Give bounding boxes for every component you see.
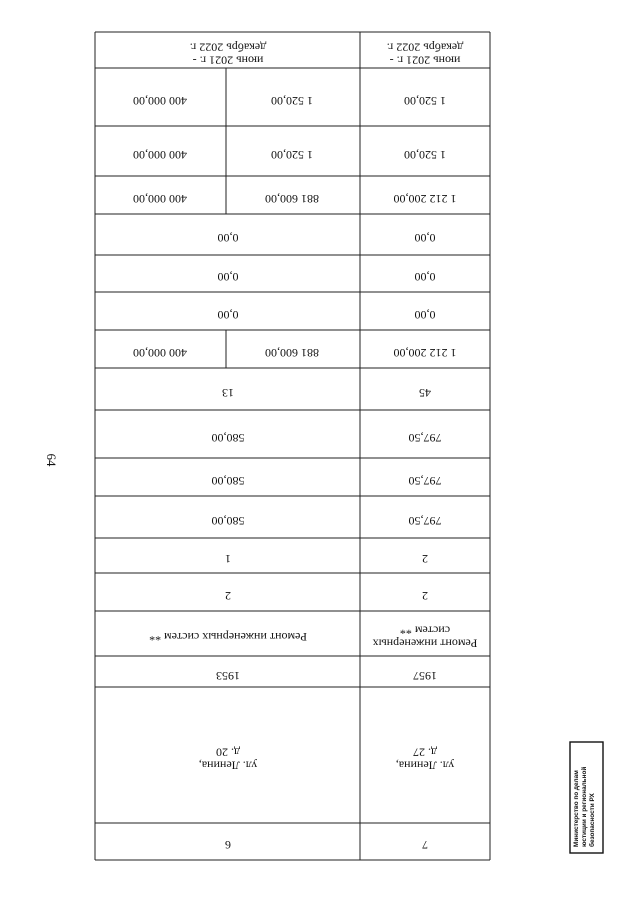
row-0-col15-right (271, 148, 313, 162)
page-number: 64 (44, 453, 59, 467)
row-1-col6 (409, 514, 442, 528)
row-1-col3 (373, 624, 478, 651)
row-0-col1-line: д. 20 (215, 745, 241, 760)
row-1-col14-line: 1 212 200,00 (393, 192, 457, 206)
row-1-col4 (422, 589, 428, 603)
row-1-col8-line: 797,50 (408, 431, 442, 445)
row-1-col1-line: д. 27 (412, 745, 438, 760)
row-0-col14-right-line: 881 600,00 (265, 192, 319, 206)
row-0-col17-line: июнь 2021 г. - (192, 53, 264, 68)
row-0-col4 (225, 589, 231, 603)
row-0-col14-right (265, 192, 319, 206)
row-0-col3-line: Ремонт инженерных систем ** (149, 630, 307, 644)
row-0-col10-right-line: 881 600,00 (265, 346, 319, 360)
row-0-col15-right-line: 1 520,00 (271, 148, 313, 162)
row-0-col1 (199, 746, 257, 773)
row-0-col1-line: ул. Ленина, (198, 758, 258, 773)
stamp-line-3: безопасности РХ (589, 793, 596, 847)
row-1-col5 (422, 552, 428, 566)
row-1-col17 (387, 41, 464, 68)
row-0-col4-line: 2 (225, 589, 231, 603)
row-1-col12-line: 0,00 (414, 270, 436, 284)
row-1-col13-line: 0,00 (414, 231, 436, 245)
stamp-line-2: юстиции и региональной (581, 766, 588, 847)
row-1-col3-line: Ремонт инженерных (372, 636, 478, 651)
row-1-col9 (419, 386, 431, 400)
row-0-col11-line: 0,00 (217, 308, 239, 322)
row-0-col7-line: 580,00 (211, 474, 245, 488)
row-1-col17-line: июнь 2021 г. - (389, 53, 461, 68)
row-1-col5-line: 2 (422, 552, 428, 566)
row-0-col2 (216, 669, 240, 683)
row-0-col0-line: 6 (225, 838, 231, 852)
table-text (133, 41, 477, 853)
row-1-col1-line: ул. Ленина, (395, 758, 455, 773)
row-1-col11 (415, 308, 436, 322)
row-1-col12 (415, 270, 436, 284)
row-1-col14 (394, 192, 457, 206)
row-0-col15-left (133, 148, 187, 162)
row-1-col6-line: 797,50 (408, 514, 442, 528)
row-0-col13-line: 0,00 (217, 231, 239, 245)
row-1-col17-line: декабрь 2022 г. (386, 40, 464, 55)
row-0-col6-line: 580,00 (211, 514, 245, 528)
row-0-col16-left-line: 400 000,00 (133, 94, 187, 108)
row-1-col9-line: 45 (419, 386, 431, 400)
row-0-col5-line: 1 (225, 552, 231, 566)
row-1-col11-line: 0,00 (414, 308, 436, 322)
row-0-col0 (225, 838, 231, 852)
row-0-col12 (218, 270, 239, 284)
row-1-col4-line: 2 (422, 589, 428, 603)
row-1-col7-line: 797,50 (408, 474, 442, 488)
stamp-line-1: Министерство по делам (573, 770, 580, 847)
row-0-col17 (190, 41, 267, 68)
row-0-col3 (149, 630, 307, 644)
row-0-col8 (212, 431, 245, 445)
row-0-col14-left-line: 400 000,00 (133, 192, 187, 206)
row-1-col15-line: 1 520,00 (404, 148, 446, 162)
row-0-col10-left-line: 400 000,00 (133, 346, 187, 360)
row-1-col16 (404, 94, 446, 108)
page-number-group (44, 454, 59, 468)
stamp (570, 742, 603, 853)
row-1-col13 (415, 231, 436, 245)
row-1-col2-line: 1957 (413, 669, 437, 683)
row-1-col16-line: 1 520,00 (404, 94, 446, 108)
row-0-col6 (212, 514, 245, 528)
row-1-col0-line: 7 (422, 838, 428, 852)
row-0-col5 (225, 552, 231, 566)
row-0-col2-line: 1953 (216, 669, 240, 683)
row-0-col9 (222, 386, 234, 400)
stamp-lines (573, 767, 596, 847)
row-0-col17-line: декабрь 2022 г. (189, 40, 267, 55)
row-0-col13 (218, 231, 239, 245)
row-1-col0 (422, 838, 428, 852)
row-0-col10-left (133, 346, 187, 360)
row-1-col3-line: систем ** (399, 623, 451, 638)
row-1-col8 (409, 431, 442, 445)
row-0-col10-right (265, 346, 319, 360)
row-0-col16-left (133, 94, 187, 108)
row-0-col7 (212, 474, 245, 488)
row-0-col12-line: 0,00 (217, 270, 239, 284)
row-1-col2 (413, 669, 437, 683)
row-1-col15 (404, 148, 446, 162)
row-0-col14-left (133, 192, 187, 206)
row-0-col9-line: 13 (222, 386, 234, 400)
row-1-col10 (394, 346, 457, 360)
row-0-col8-line: 580,00 (211, 431, 245, 445)
row-1-col1 (396, 746, 454, 773)
row-0-col15-left-line: 400 000,00 (133, 148, 187, 162)
row-0-col16-right (271, 94, 313, 108)
row-1-col7 (409, 474, 442, 488)
row-0-col16-right-line: 1 520,00 (271, 94, 313, 108)
row-0-col11 (218, 308, 239, 322)
row-1-col10-line: 1 212 200,00 (393, 346, 457, 360)
